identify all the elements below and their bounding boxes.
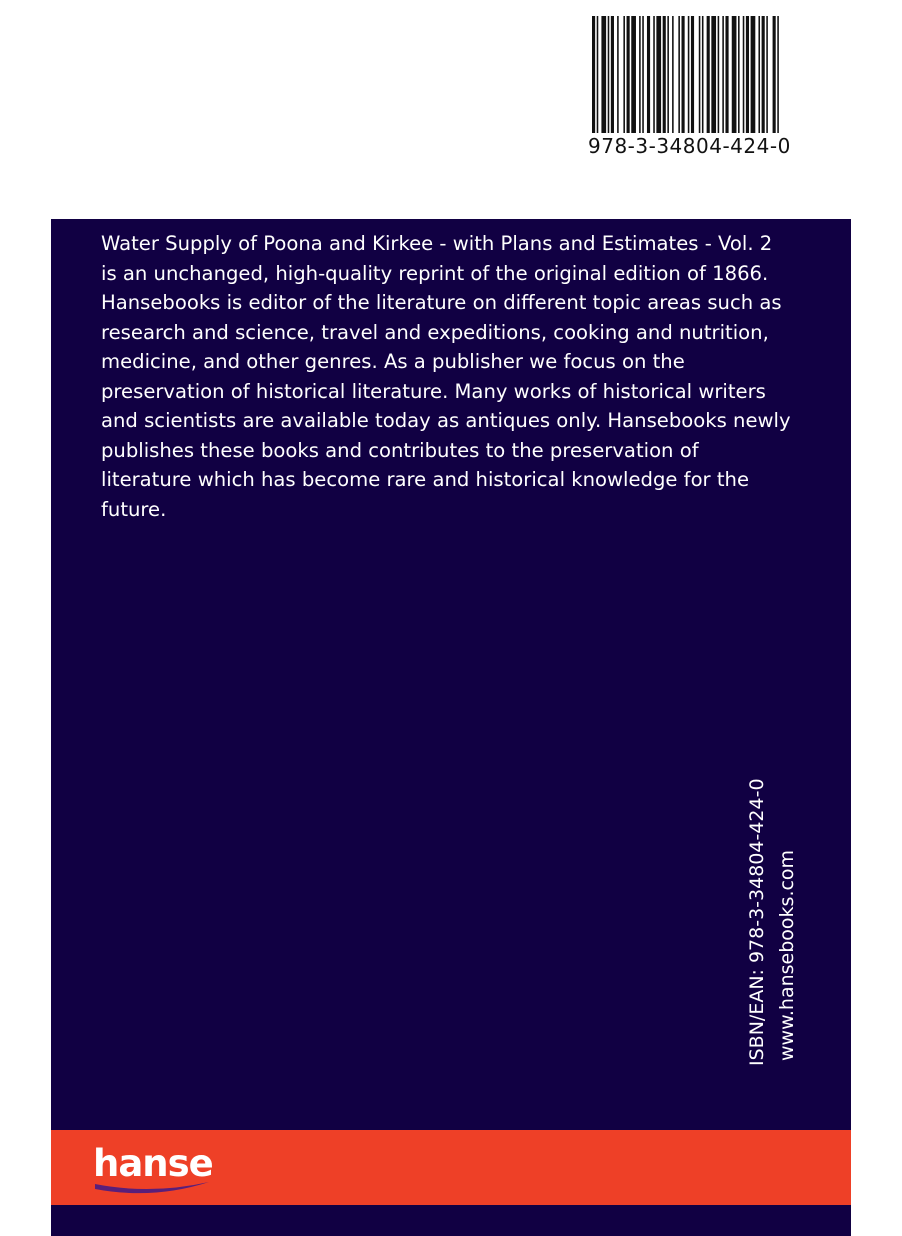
barcode-bar (627, 16, 630, 133)
barcode-bar (663, 16, 666, 133)
barcode-bar (592, 16, 595, 133)
barcode-bar (702, 16, 704, 133)
barcode-bar (653, 16, 655, 133)
barcode-bar (601, 16, 606, 133)
website-vertical-text: www.hansebooks.com (776, 849, 798, 1061)
hanse-logo (93, 1142, 213, 1196)
barcode-bar (751, 16, 756, 133)
barcode-bar (743, 16, 745, 133)
barcode-bars (592, 16, 782, 133)
barcode-bar (718, 16, 720, 133)
back-cover-panel (51, 219, 851, 1236)
barcode-bar (722, 16, 724, 133)
barcode-bar (707, 16, 710, 133)
barcode-bar (617, 16, 619, 133)
barcode-bar (732, 16, 737, 133)
barcode-bar (758, 16, 760, 133)
barcode-bar (656, 16, 661, 133)
barcode-bar (631, 16, 636, 133)
barcode-bar (773, 16, 776, 133)
book-description: Water Supply of Poona and Kirkee - with Plans and Estimates - Vol. 2 is an unchanged, high-quality reprint of the original edition of 1866. Hansebooks is editor of the literature on different topic areas such as research and science, travel and expeditions, cooking and nutrition, medicine, and other genres. As a publisher we focus on the preservation of historical literature. Many works of historical writers and scientists are available today as antiques only. Hansebooks newly publishes these books and contributes to the preservation of literature which has become rare and historical knowledge for the future. (101, 232, 791, 521)
barcode-number: 978-3-34804-424-0 (588, 134, 791, 158)
barcode-bar (725, 16, 728, 133)
barcode-bar (688, 16, 690, 133)
logo-swoosh-icon (93, 1178, 211, 1196)
barcode-bar (746, 16, 749, 133)
barcode-bar (639, 16, 641, 133)
barcode-bar (766, 16, 768, 133)
barcode-bar (738, 16, 740, 133)
barcode-bar (762, 16, 765, 133)
hanse-logo-text: hanse (93, 1142, 213, 1185)
barcode-bar (699, 16, 701, 133)
barcode-bar (597, 16, 599, 133)
barcode-bar (777, 16, 779, 133)
barcode-bar (642, 16, 644, 133)
barcode-bar (672, 16, 674, 133)
barcode-bar (711, 16, 716, 133)
barcode-bar (691, 16, 694, 133)
barcode-bar (678, 16, 680, 133)
barcode-bar (647, 16, 650, 133)
barcode-bar (682, 16, 685, 133)
publisher-band (51, 1130, 851, 1205)
barcode-bar (611, 16, 614, 133)
isbn-vertical-text: ISBN/EAN: 978-3-34804-424-0 (746, 778, 768, 1066)
barcode-bar (623, 16, 625, 133)
barcode (588, 16, 791, 161)
barcode-bar (608, 16, 610, 133)
barcode-bar (667, 16, 669, 133)
